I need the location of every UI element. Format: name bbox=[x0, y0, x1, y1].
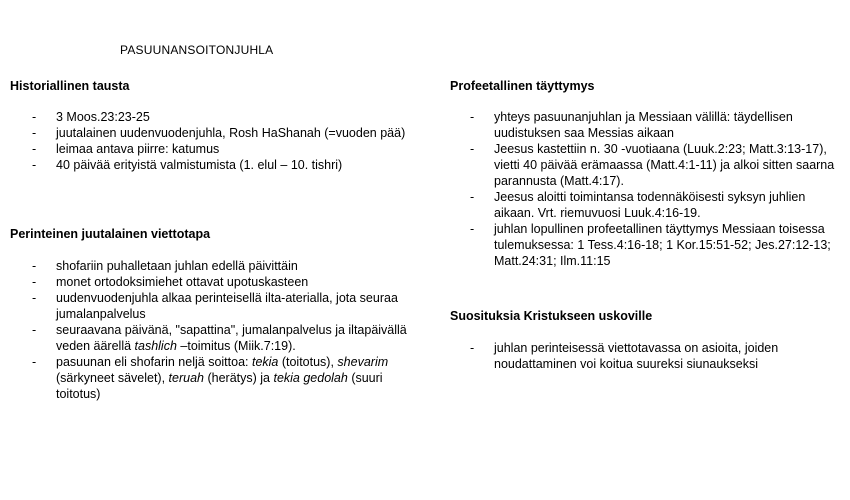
bullet-dash: - bbox=[32, 323, 37, 337]
list-item-text: 3 Moos.23:23-25 bbox=[56, 110, 150, 124]
bullet-dash: - bbox=[32, 158, 37, 172]
heading-traditional-observance: Perinteinen juutalainen viettotapa bbox=[10, 227, 211, 241]
list-item-text: juhlan lopullinen profeetallinen täyttymys Messiaan toisessa tulemuksessa: 1 Tess.4:16-18; 1 Kor.15:51-52; Jes.27:12-13; Matt.24:31; Ilm.11:15 bbox=[494, 222, 831, 268]
list-item bbox=[470, 221, 840, 269]
bullet-dash: - bbox=[470, 222, 475, 236]
bullet-dash: - bbox=[470, 341, 475, 355]
recommendations-list bbox=[470, 340, 840, 372]
heading-historical-background: Historiallinen tausta bbox=[10, 79, 130, 93]
list-item-text: juhlan perinteisessä viettotavassa on asioita, joiden noudattaminen voi koitua suureksi siunaukseksi bbox=[494, 341, 779, 371]
italic-term: tashlich bbox=[134, 339, 177, 353]
list-item bbox=[32, 274, 427, 290]
bullet-dash: - bbox=[32, 126, 37, 140]
bullet-dash: - bbox=[470, 142, 475, 156]
traditional-observance-list bbox=[32, 258, 427, 402]
document-title: PASUUNANSOITONJUHLA bbox=[120, 43, 274, 57]
list-item bbox=[470, 141, 840, 189]
list-item-text: yhteys pasuunanjuhlan ja Messiaan välillä: täydellisen uudistuksen saa Messias aikaan bbox=[494, 110, 793, 140]
list-item bbox=[470, 340, 840, 372]
list-item bbox=[32, 125, 422, 141]
bullet-dash: - bbox=[32, 259, 37, 273]
list-item bbox=[32, 290, 427, 322]
italic-term: shevarim bbox=[337, 355, 389, 369]
italic-term: tekia gedolah bbox=[273, 371, 348, 385]
bullet-dash: - bbox=[32, 355, 37, 369]
list-item-text: pasuunan eli shofarin neljä soittoa: tekia (toitotus), shevarim (särkyneet sävelet), teruah (herätys) ja tekia gedolah (suuri toitotus) bbox=[56, 355, 389, 401]
list-item-text: shofariin puhalletaan juhlan edellä päivittäin bbox=[56, 259, 298, 273]
heading-recommendations: Suosituksia Kristukseen uskoville bbox=[450, 309, 653, 323]
italic-term: teruah bbox=[168, 371, 204, 385]
list-item bbox=[470, 109, 840, 141]
list-item-text: Jeesus aloitti toimintansa todennäköisesti syksyn juhlien aikaan. Vrt. riemuvuosi Luuk.4:16-19. bbox=[494, 190, 806, 220]
historical-background-list bbox=[32, 109, 422, 173]
bullet-dash: - bbox=[32, 142, 37, 156]
list-item-text: monet ortodoksimiehet ottavat upotuskasteen bbox=[56, 275, 309, 289]
list-item-text: juutalainen uudenvuodenjuhla, Rosh HaShanah (=vuoden pää) bbox=[56, 126, 406, 140]
bullet-dash: - bbox=[32, 275, 37, 289]
list-item-text: Jeesus kastettiin n. 30 -vuotiaana (Luuk.2:23; Matt.3:13-17), vietti 40 päivää erämaassa (Matt.4:1-11) ja alkoi sitten saarna parannusta (Matt.4:17). bbox=[494, 142, 835, 188]
list-item-text: uudenvuodenjuhla alkaa perinteisellä ilta-aterialla, jota seuraa jumalanpalvelus bbox=[56, 291, 398, 321]
list-item bbox=[470, 189, 840, 221]
heading-prophetic-fulfillment: Profeetallinen täyttymys bbox=[450, 79, 595, 93]
list-item bbox=[32, 258, 427, 274]
bullet-dash: - bbox=[470, 110, 475, 124]
list-item bbox=[32, 157, 422, 173]
prophetic-fulfillment-list bbox=[470, 109, 840, 269]
bullet-dash: - bbox=[470, 190, 475, 204]
list-item-text: 40 päivää erityistä valmistumista (1. elul – 10. tishri) bbox=[56, 158, 343, 172]
italic-term: tekia bbox=[251, 355, 279, 369]
list-item bbox=[32, 322, 427, 354]
list-item bbox=[32, 141, 422, 157]
bullet-dash: - bbox=[32, 110, 37, 124]
bullet-dash: - bbox=[32, 291, 37, 305]
list-item-text: leimaa antava piirre: katumus bbox=[56, 142, 220, 156]
list-item bbox=[32, 109, 422, 125]
list-item bbox=[32, 354, 427, 402]
list-item-text: seuraavana päivänä, "sapattina", jumalanpalvelus ja iltapäivällä veden äärellä tashlich –toimitus (Miik.7:19). bbox=[56, 323, 407, 353]
